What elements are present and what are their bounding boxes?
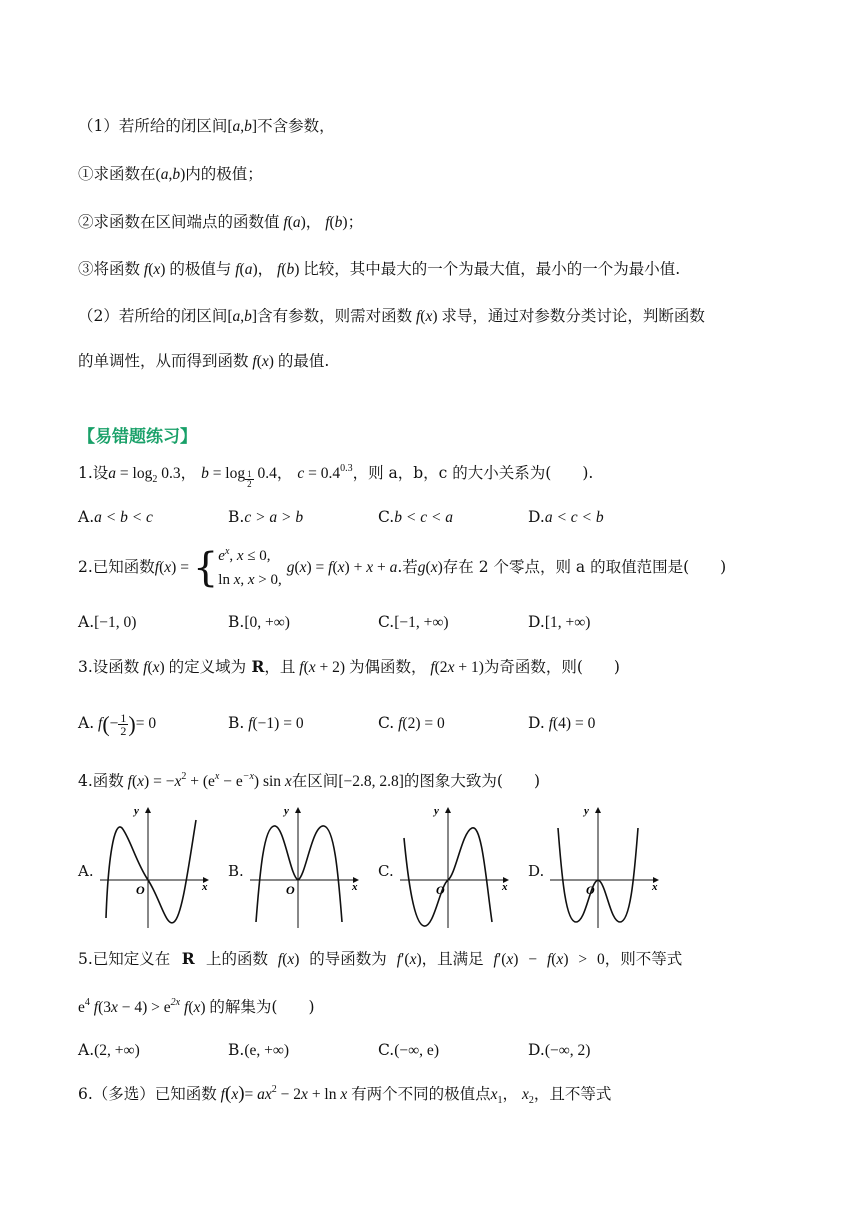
- text: 不含参数，: [257, 117, 335, 135]
- q4-option-c[interactable]: [396, 800, 516, 930]
- formula: [a,b]: [227, 118, 258, 135]
- q4-option-b[interactable]: [246, 800, 366, 930]
- option-letter: B.: [228, 613, 245, 631]
- text: 在区间: [291, 772, 339, 790]
- formula: f(x + 2): [295, 659, 346, 676]
- x-axis-label: x: [352, 881, 358, 893]
- option-letter: D.: [528, 613, 545, 631]
- text: （1）若所给的闭区间: [78, 117, 228, 135]
- formula: f′(x): [386, 951, 422, 968]
- text: 存在 2 个零点，则 a 的取值范围是( ): [442, 558, 727, 576]
- q3-option-c[interactable]: [378, 712, 445, 735]
- question-1: [78, 462, 594, 490]
- q4-option-c-label: C.: [378, 862, 394, 880]
- text: 上的函数: [205, 950, 268, 968]
- theory-line-1: [78, 115, 335, 138]
- q1-option-d[interactable]: [528, 506, 604, 529]
- x-axis-label: x: [502, 881, 508, 893]
- formula: g(x) = f(x) + x + a: [286, 559, 398, 576]
- option-letter: C.: [378, 613, 395, 631]
- origin-label: O: [436, 883, 445, 897]
- option-letter: B.: [228, 714, 245, 732]
- formula: f(x): [248, 353, 274, 370]
- formula: [−1, 0): [94, 614, 137, 631]
- brace: {: [192, 545, 219, 591]
- q5-option-d[interactable]: [528, 1039, 590, 1062]
- q4-option-d[interactable]: [546, 800, 666, 930]
- option-letter: A.: [78, 613, 95, 631]
- option-letter: A.: [78, 714, 95, 733]
- formula: $a = \log_2 0.3$: [108, 465, 181, 485]
- formula: [0, +∞): [244, 614, 290, 631]
- formula: $c = 0.4^{0.3}$: [297, 463, 353, 482]
- formula: R: [170, 949, 206, 968]
- graph-c: [396, 800, 516, 930]
- text: ，: [180, 464, 197, 482]
- text: 含有参数，则需对函数: [257, 307, 413, 325]
- q1-option-b[interactable]: [228, 506, 303, 529]
- option-letter: A.: [78, 1041, 95, 1059]
- text: 有两个不同的极值点: [351, 1085, 491, 1103]
- text: ，: [257, 260, 274, 278]
- formula: (e, +∞): [244, 1042, 290, 1059]
- option-letter: C.: [378, 1041, 395, 1059]
- y-axis-label: y: [134, 805, 139, 817]
- formula: f(x) =: [154, 559, 193, 576]
- formula: (2, +∞): [94, 1042, 140, 1059]
- formula: f(− $\frac{1}{2}$ )= 0: [94, 711, 157, 738]
- formula: a < c < b: [544, 509, 604, 526]
- option-letter: C.: [378, 714, 395, 732]
- formula: [−2.8, 2.8]: [338, 773, 404, 790]
- formula: f′(x) − f(x) > 0: [483, 951, 605, 968]
- text: 的最值.: [277, 352, 330, 370]
- formula: $x_1$: [490, 1086, 503, 1106]
- text: ，则不等式: [604, 950, 683, 968]
- formula: f(2x + 1): [426, 659, 484, 676]
- formula: f(x): [268, 951, 310, 968]
- question-number: 2.已知函数: [78, 558, 155, 576]
- formula: (−∞, 2): [544, 1042, 591, 1059]
- origin-label: O: [586, 883, 595, 897]
- formula: b = log $_{\frac{1}{2}}$ 0.4: [201, 465, 277, 490]
- text: ②求函数在区间端点的函数值: [78, 213, 280, 231]
- q2-option-c[interactable]: [378, 611, 449, 634]
- q5-option-c[interactable]: [378, 1039, 439, 1062]
- formula: f(−1) = 0: [244, 715, 304, 732]
- text: .若: [397, 558, 418, 576]
- formula: f(b): [321, 214, 348, 231]
- question-5-line-2: [78, 996, 315, 1021]
- formula: (a,b): [155, 166, 186, 183]
- section-title: 【易错题练习】: [78, 427, 197, 447]
- text: 为奇函数，则( ): [483, 658, 620, 676]
- formula: c > a > b: [244, 509, 304, 526]
- q2-option-d[interactable]: [528, 611, 590, 634]
- y-axis-label: y: [584, 805, 589, 817]
- question-6: [78, 1083, 611, 1108]
- question-3: [78, 656, 620, 679]
- text: ，且满足: [421, 950, 484, 968]
- q2-option-a[interactable]: [78, 611, 136, 634]
- formula: f(2) = 0: [394, 715, 445, 732]
- text: ；: [347, 213, 364, 231]
- formula: f(a): [279, 214, 306, 231]
- text: ，且: [264, 658, 296, 676]
- text: 内的极值；: [185, 165, 263, 183]
- question-number: 6.（多选）已知函数: [78, 1085, 217, 1103]
- x-axis-label: x: [202, 881, 208, 893]
- theory-line-6: [78, 350, 329, 373]
- text: （2）若所给的闭区间: [78, 307, 228, 325]
- option-letter: D.: [528, 508, 545, 526]
- text: ，: [502, 1085, 519, 1103]
- formula: [1, +∞): [544, 614, 591, 631]
- formula: R: [246, 657, 265, 676]
- graph-b: [246, 800, 366, 930]
- text: 的极值与: [169, 260, 232, 278]
- question-number: 4.函数: [78, 772, 124, 790]
- text: 的定义域为: [168, 658, 247, 676]
- formula: $f(x)= ax^2 - 2x + \ln x$: [216, 1083, 352, 1104]
- text: ，则 a，b，c 的大小关系为( ).: [352, 464, 594, 482]
- formula: b < c < a: [394, 509, 454, 526]
- q4-option-a[interactable]: [96, 800, 216, 930]
- text: 的图象大致为( ): [403, 772, 540, 790]
- q5-option-b[interactable]: [228, 1039, 289, 1062]
- q1-option-c[interactable]: [378, 506, 453, 529]
- y-axis-label: y: [434, 805, 439, 817]
- question-number: 5.已知定义在: [78, 950, 171, 968]
- q3-option-d[interactable]: [528, 712, 595, 735]
- text: 比较，其中最大的一个为最大值，最小的一个为最小值.: [303, 260, 681, 278]
- q4-option-b-label: B.: [228, 862, 244, 880]
- text: 的单调性，从而得到函数: [78, 352, 249, 370]
- text: 的解集为( ): [209, 998, 315, 1016]
- formula: f(x): [412, 308, 438, 325]
- q1-option-a[interactable]: [78, 506, 153, 529]
- q5-option-a[interactable]: [78, 1039, 140, 1062]
- formula: [a,b]: [227, 308, 258, 325]
- theory-line-5: [78, 305, 705, 328]
- formula: f(x): [139, 659, 169, 676]
- text: ①求函数在: [78, 165, 156, 183]
- question-2: [78, 544, 726, 591]
- question-number: 1.设: [78, 464, 109, 482]
- question-5-line-1: [78, 948, 682, 971]
- graph-d: [546, 800, 666, 930]
- formula: f(a): [231, 261, 258, 278]
- origin-label: O: [136, 883, 145, 897]
- formula: (−∞, e): [394, 1042, 439, 1059]
- option-letter: B.: [228, 1041, 245, 1059]
- option-letter: D.: [528, 714, 545, 732]
- text: ，且不等式: [533, 1085, 612, 1103]
- x-axis-label: x: [652, 881, 658, 893]
- question-number: 3.设函数: [78, 658, 140, 676]
- q3-option-b[interactable]: [228, 712, 304, 735]
- theory-line-3: [78, 211, 363, 234]
- formula: a < b < c: [94, 509, 153, 526]
- theory-line-2: [78, 163, 263, 186]
- text: ③将函数: [78, 260, 141, 278]
- formula: $f(x) = -x^2 + (e^x - e^{-x})$ sin x: [123, 771, 292, 790]
- question-4: [78, 770, 540, 795]
- origin-label: O: [286, 883, 295, 897]
- option-letter: A.: [78, 508, 95, 526]
- q3-option-a[interactable]: [78, 712, 156, 737]
- text: 求导，通过对参数分类讨论，判断函数: [441, 307, 705, 325]
- text: ，: [305, 213, 322, 231]
- option-letter: B.: [228, 508, 245, 526]
- graph-a: [96, 800, 216, 930]
- theory-line-4: [78, 258, 680, 281]
- formula: g(x): [417, 559, 443, 576]
- option-letter: C.: [378, 508, 395, 526]
- formula: $e^4$ $f(3x - 4) > e^{2x}$ f(x): [78, 997, 206, 1016]
- q4-option-d-label: D.: [528, 862, 545, 880]
- formula: f(x): [140, 261, 166, 278]
- piecewise: $e^x$, x ≤ 0, ln x, x > 0,: [218, 546, 282, 588]
- text: ，: [276, 464, 293, 482]
- formula: f(4) = 0: [544, 715, 596, 732]
- formula: $x_2$: [518, 1086, 534, 1106]
- q4-option-a-label: A.: [78, 862, 94, 880]
- text: 为偶函数，: [348, 658, 427, 676]
- q2-option-b[interactable]: [228, 611, 290, 634]
- y-axis-label: y: [284, 805, 289, 817]
- option-letter: D.: [528, 1041, 545, 1059]
- text: 的导函数为: [309, 950, 387, 968]
- formula: [−1, +∞): [394, 614, 449, 631]
- formula: f(b): [273, 261, 300, 278]
